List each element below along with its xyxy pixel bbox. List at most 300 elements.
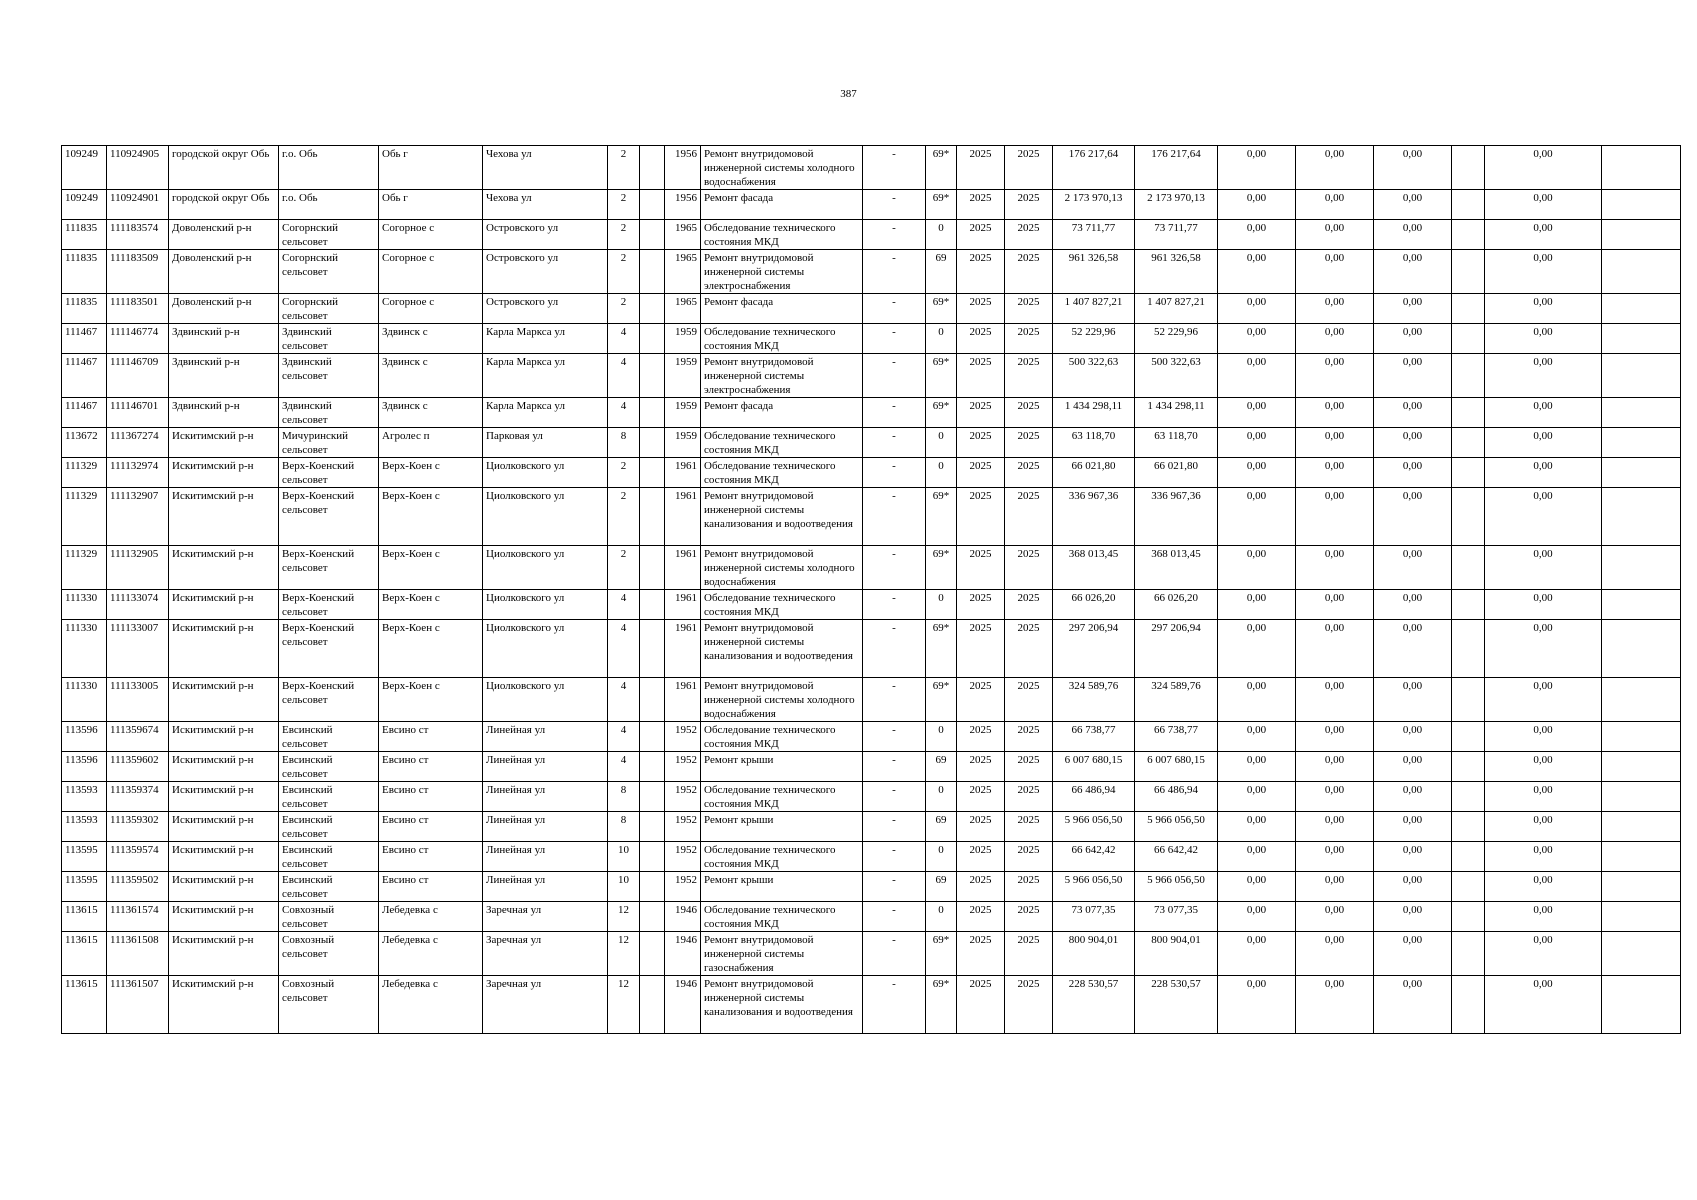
cell-amount-2: 0,00: [1296, 220, 1374, 250]
cell-id: 113615: [62, 932, 107, 976]
cell-end-year: 2025: [1005, 620, 1053, 678]
cell-street: Циолковского ул: [483, 488, 608, 546]
cell-note: [1602, 428, 1681, 458]
cell-dash: -: [863, 428, 926, 458]
cell-note: [1602, 812, 1681, 842]
cell-code: 111146709: [107, 354, 169, 398]
cell-fund-cost: 63 118,70: [1135, 428, 1218, 458]
cell-municipality: Здвинский сельсовет: [279, 398, 379, 428]
cell-amount-2: 0,00: [1296, 620, 1374, 678]
cell-id: 113615: [62, 976, 107, 1034]
cell-amount-2: 0,00: [1296, 976, 1374, 1034]
cell-code: 111361507: [107, 976, 169, 1034]
cell-district: Искитимский р-н: [169, 782, 279, 812]
cell-dash: -: [863, 354, 926, 398]
table-row: [62, 902, 1681, 932]
cell-extra: [640, 546, 665, 590]
cell-amount-4: [1452, 782, 1485, 812]
cell-municipality: Совхозный сельсовет: [279, 902, 379, 932]
cell-year: 1961: [665, 488, 701, 546]
cell-dash: -: [863, 752, 926, 782]
table-row: [62, 294, 1681, 324]
cell-settlement: Евсино ст: [379, 812, 483, 842]
cell-street: Линейная ул: [483, 872, 608, 902]
table-row: [62, 842, 1681, 872]
page-number: 387: [840, 88, 857, 100]
table-row: [62, 546, 1681, 590]
cell-amount-4: [1452, 488, 1485, 546]
cell-total-cost: 5 966 056,50: [1053, 812, 1135, 842]
cell-amount-5: 0,00: [1485, 146, 1602, 190]
cell-district: Искитимский р-н: [169, 932, 279, 976]
cell-work: Ремонт крыши: [701, 812, 863, 842]
cell-amount-4: [1452, 620, 1485, 678]
cell-note: [1602, 678, 1681, 722]
cell-work: Обследование технического состояния МКД: [701, 842, 863, 872]
cell-end-year: 2025: [1005, 872, 1053, 902]
cell-end-year: 2025: [1005, 354, 1053, 398]
cell-district: Искитимский р-н: [169, 722, 279, 752]
cell-amount-1: 0,00: [1218, 932, 1296, 976]
cell-amount-3: 0,00: [1374, 250, 1452, 294]
cell-amount-5: 0,00: [1485, 932, 1602, 976]
cell-house: 8: [608, 812, 640, 842]
cell-house: 4: [608, 752, 640, 782]
table-row: [62, 488, 1681, 546]
cell-end-year: 2025: [1005, 722, 1053, 752]
cell-district: Доволенский р-н: [169, 294, 279, 324]
cell-id: 111330: [62, 620, 107, 678]
cell-house: 4: [608, 398, 640, 428]
table-row: [62, 220, 1681, 250]
cell-amount-4: [1452, 398, 1485, 428]
cell-fund-cost: 1 407 827,21: [1135, 294, 1218, 324]
cell-note: [1602, 190, 1681, 220]
cell-amount-1: 0,00: [1218, 620, 1296, 678]
cell-work: Ремонт крыши: [701, 752, 863, 782]
cell-amount-5: 0,00: [1485, 190, 1602, 220]
cell-code: 111133005: [107, 678, 169, 722]
cell-work: Обследование технического состояния МКД: [701, 458, 863, 488]
cell-amount-4: [1452, 546, 1485, 590]
cell-house: 12: [608, 902, 640, 932]
cell-note: [1602, 354, 1681, 398]
cell-extra: [640, 812, 665, 842]
cell-amount-2: 0,00: [1296, 812, 1374, 842]
table-row: [62, 976, 1681, 1034]
cell-start-year: 2025: [957, 902, 1005, 932]
cell-note: [1602, 620, 1681, 678]
cell-year: 1959: [665, 324, 701, 354]
cell-amount-2: 0,00: [1296, 324, 1374, 354]
cell-work: Обследование технического состояния МКД: [701, 722, 863, 752]
cell-wear: 69: [926, 812, 957, 842]
cell-district: Искитимский р-н: [169, 620, 279, 678]
cell-street: Карла Маркса ул: [483, 324, 608, 354]
cell-amount-1: 0,00: [1218, 678, 1296, 722]
table-row: [62, 398, 1681, 428]
cell-house: 4: [608, 324, 640, 354]
cell-settlement: Обь г: [379, 190, 483, 220]
cell-dash: -: [863, 590, 926, 620]
cell-year: 1961: [665, 458, 701, 488]
cell-total-cost: 73 077,35: [1053, 902, 1135, 932]
cell-municipality: Евсинский сельсовет: [279, 722, 379, 752]
cell-amount-1: 0,00: [1218, 324, 1296, 354]
cell-extra: [640, 872, 665, 902]
cell-id: 113596: [62, 722, 107, 752]
cell-code: 110924901: [107, 190, 169, 220]
cell-street: Чехова ул: [483, 190, 608, 220]
cell-municipality: Совхозный сельсовет: [279, 976, 379, 1034]
cell-wear: 0: [926, 782, 957, 812]
cell-street: Циолковского ул: [483, 458, 608, 488]
cell-work: Ремонт внутридомовой инженерной системы холодного водоснабжения: [701, 146, 863, 190]
cell-year: 1965: [665, 294, 701, 324]
cell-amount-3: 0,00: [1374, 428, 1452, 458]
cell-work: Обследование технического состояния МКД: [701, 324, 863, 354]
cell-total-cost: 228 530,57: [1053, 976, 1135, 1034]
cell-amount-2: 0,00: [1296, 678, 1374, 722]
cell-amount-5: 0,00: [1485, 752, 1602, 782]
cell-work: Ремонт внутридомовой инженерной системы газоснабжения: [701, 932, 863, 976]
cell-code: 111361508: [107, 932, 169, 976]
cell-fund-cost: 1 434 298,11: [1135, 398, 1218, 428]
cell-extra: [640, 398, 665, 428]
cell-year: 1952: [665, 752, 701, 782]
cell-district: Искитимский р-н: [169, 902, 279, 932]
cell-note: [1602, 250, 1681, 294]
cell-settlement: Агролес п: [379, 428, 483, 458]
cell-amount-3: 0,00: [1374, 620, 1452, 678]
cell-note: [1602, 782, 1681, 812]
cell-settlement: Здвинск с: [379, 324, 483, 354]
cell-extra: [640, 976, 665, 1034]
cell-district: Искитимский р-н: [169, 546, 279, 590]
cell-id: 111467: [62, 324, 107, 354]
table-row: [62, 428, 1681, 458]
cell-dash: -: [863, 976, 926, 1034]
cell-district: Искитимский р-н: [169, 812, 279, 842]
cell-municipality: Согорнский сельсовет: [279, 250, 379, 294]
cell-note: [1602, 488, 1681, 546]
cell-wear: 69*: [926, 354, 957, 398]
cell-note: [1602, 294, 1681, 324]
cell-total-cost: 73 711,77: [1053, 220, 1135, 250]
cell-municipality: г.о. Обь: [279, 190, 379, 220]
cell-dash: -: [863, 620, 926, 678]
cell-fund-cost: 297 206,94: [1135, 620, 1218, 678]
cell-end-year: 2025: [1005, 932, 1053, 976]
cell-amount-2: 0,00: [1296, 294, 1374, 324]
cell-total-cost: 961 326,58: [1053, 250, 1135, 294]
cell-extra: [640, 902, 665, 932]
cell-total-cost: 297 206,94: [1053, 620, 1135, 678]
cell-amount-5: 0,00: [1485, 620, 1602, 678]
cell-settlement: Согорное с: [379, 250, 483, 294]
cell-wear: 69*: [926, 976, 957, 1034]
cell-amount-5: 0,00: [1485, 976, 1602, 1034]
cell-district: Искитимский р-н: [169, 872, 279, 902]
cell-year: 1952: [665, 872, 701, 902]
cell-year: 1952: [665, 812, 701, 842]
cell-start-year: 2025: [957, 722, 1005, 752]
cell-start-year: 2025: [957, 932, 1005, 976]
cell-house: 10: [608, 842, 640, 872]
cell-amount-2: 0,00: [1296, 842, 1374, 872]
cell-year: 1959: [665, 354, 701, 398]
cell-amount-3: 0,00: [1374, 190, 1452, 220]
cell-code: 111359502: [107, 872, 169, 902]
table-row: [62, 752, 1681, 782]
cell-municipality: Мичуринский сельсовет: [279, 428, 379, 458]
cell-district: Искитимский р-н: [169, 842, 279, 872]
cell-amount-1: 0,00: [1218, 428, 1296, 458]
cell-street: Циолковского ул: [483, 546, 608, 590]
cell-total-cost: 500 322,63: [1053, 354, 1135, 398]
cell-extra: [640, 294, 665, 324]
cell-amount-4: [1452, 458, 1485, 488]
table-row: [62, 190, 1681, 220]
cell-amount-2: 0,00: [1296, 428, 1374, 458]
cell-fund-cost: 5 966 056,50: [1135, 812, 1218, 842]
cell-fund-cost: 66 642,42: [1135, 842, 1218, 872]
cell-note: [1602, 324, 1681, 354]
cell-dash: -: [863, 546, 926, 590]
cell-note: [1602, 842, 1681, 872]
cell-extra: [640, 752, 665, 782]
cell-dash: -: [863, 146, 926, 190]
cell-year: 1961: [665, 546, 701, 590]
cell-amount-4: [1452, 220, 1485, 250]
cell-year: 1961: [665, 678, 701, 722]
cell-end-year: 2025: [1005, 324, 1053, 354]
cell-fund-cost: 66 486,94: [1135, 782, 1218, 812]
cell-amount-1: 0,00: [1218, 812, 1296, 842]
cell-house: 2: [608, 458, 640, 488]
cell-amount-5: 0,00: [1485, 428, 1602, 458]
cell-year: 1956: [665, 190, 701, 220]
cell-wear: 69*: [926, 146, 957, 190]
cell-end-year: 2025: [1005, 398, 1053, 428]
cell-code: 111146701: [107, 398, 169, 428]
cell-wear: 69*: [926, 932, 957, 976]
cell-work: Ремонт фасада: [701, 294, 863, 324]
cell-work: Ремонт внутридомовой инженерной системы канализования и водоотведения: [701, 488, 863, 546]
cell-fund-cost: 800 904,01: [1135, 932, 1218, 976]
cell-settlement: Евсино ст: [379, 752, 483, 782]
cell-total-cost: 368 013,45: [1053, 546, 1135, 590]
cell-amount-2: 0,00: [1296, 932, 1374, 976]
cell-amount-1: 0,00: [1218, 398, 1296, 428]
cell-id: 111835: [62, 220, 107, 250]
cell-total-cost: 1 434 298,11: [1053, 398, 1135, 428]
cell-amount-3: 0,00: [1374, 842, 1452, 872]
cell-note: [1602, 398, 1681, 428]
cell-id: 111467: [62, 354, 107, 398]
cell-amount-4: [1452, 752, 1485, 782]
cell-amount-3: 0,00: [1374, 324, 1452, 354]
cell-amount-4: [1452, 250, 1485, 294]
cell-id: 111329: [62, 546, 107, 590]
cell-settlement: Верх-Коен с: [379, 546, 483, 590]
cell-amount-2: 0,00: [1296, 458, 1374, 488]
cell-fund-cost: 5 966 056,50: [1135, 872, 1218, 902]
cell-total-cost: 800 904,01: [1053, 932, 1135, 976]
cell-work: Обследование технического состояния МКД: [701, 590, 863, 620]
cell-municipality: Верх-Коенский сельсовет: [279, 678, 379, 722]
cell-wear: 0: [926, 428, 957, 458]
cell-municipality: Евсинский сельсовет: [279, 782, 379, 812]
cell-amount-4: [1452, 354, 1485, 398]
cell-settlement: Евсино ст: [379, 872, 483, 902]
cell-amount-2: 0,00: [1296, 590, 1374, 620]
cell-extra: [640, 842, 665, 872]
cell-municipality: Евсинский сельсовет: [279, 872, 379, 902]
table-row: [62, 324, 1681, 354]
cell-house: 10: [608, 872, 640, 902]
cell-code: 110924905: [107, 146, 169, 190]
cell-code: 111146774: [107, 324, 169, 354]
cell-id: 113596: [62, 752, 107, 782]
cell-settlement: Здвинск с: [379, 398, 483, 428]
cell-amount-4: [1452, 842, 1485, 872]
cell-amount-5: 0,00: [1485, 678, 1602, 722]
cell-dash: -: [863, 294, 926, 324]
cell-fund-cost: 66 026,20: [1135, 590, 1218, 620]
cell-settlement: Евсино ст: [379, 722, 483, 752]
cell-amount-4: [1452, 428, 1485, 458]
cell-amount-1: 0,00: [1218, 782, 1296, 812]
cell-fund-cost: 228 530,57: [1135, 976, 1218, 1034]
cell-code: 111367274: [107, 428, 169, 458]
cell-start-year: 2025: [957, 250, 1005, 294]
cell-settlement: Лебедевка с: [379, 932, 483, 976]
cell-start-year: 2025: [957, 428, 1005, 458]
cell-id: 111835: [62, 294, 107, 324]
cell-dash: -: [863, 872, 926, 902]
cell-work: Ремонт крыши: [701, 872, 863, 902]
cell-start-year: 2025: [957, 872, 1005, 902]
cell-amount-1: 0,00: [1218, 294, 1296, 324]
cell-work: Ремонт внутридомовой инженерной системы канализования и водоотведения: [701, 976, 863, 1034]
cell-extra: [640, 190, 665, 220]
cell-street: Заречная ул: [483, 902, 608, 932]
cell-settlement: Лебедевка с: [379, 902, 483, 932]
cell-note: [1602, 722, 1681, 752]
cell-total-cost: 66 026,20: [1053, 590, 1135, 620]
cell-amount-5: 0,00: [1485, 354, 1602, 398]
cell-code: 111359302: [107, 812, 169, 842]
cell-end-year: 2025: [1005, 546, 1053, 590]
cell-note: [1602, 932, 1681, 976]
cell-start-year: 2025: [957, 488, 1005, 546]
cell-district: Доволенский р-н: [169, 220, 279, 250]
cell-wear: 69: [926, 872, 957, 902]
cell-amount-1: 0,00: [1218, 902, 1296, 932]
cell-id: 111467: [62, 398, 107, 428]
cell-dash: -: [863, 488, 926, 546]
cell-amount-4: [1452, 932, 1485, 976]
cell-street: Парковая ул: [483, 428, 608, 458]
cell-district: Искитимский р-н: [169, 458, 279, 488]
table-row: [62, 932, 1681, 976]
cell-amount-2: 0,00: [1296, 398, 1374, 428]
cell-total-cost: 336 967,36: [1053, 488, 1135, 546]
cell-start-year: 2025: [957, 146, 1005, 190]
cell-street: Карла Маркса ул: [483, 398, 608, 428]
cell-start-year: 2025: [957, 812, 1005, 842]
cell-end-year: 2025: [1005, 220, 1053, 250]
cell-end-year: 2025: [1005, 902, 1053, 932]
cell-amount-5: 0,00: [1485, 488, 1602, 546]
cell-amount-2: 0,00: [1296, 250, 1374, 294]
cell-settlement: Здвинск с: [379, 354, 483, 398]
cell-end-year: 2025: [1005, 842, 1053, 872]
cell-note: [1602, 872, 1681, 902]
cell-work: Обследование технического состояния МКД: [701, 782, 863, 812]
cell-fund-cost: 66 021,80: [1135, 458, 1218, 488]
table-row: [62, 590, 1681, 620]
cell-id: 109249: [62, 190, 107, 220]
cell-year: 1961: [665, 590, 701, 620]
cell-street: Карла Маркса ул: [483, 354, 608, 398]
cell-total-cost: 63 118,70: [1053, 428, 1135, 458]
cell-house: 4: [608, 354, 640, 398]
cell-amount-2: 0,00: [1296, 722, 1374, 752]
cell-street: Линейная ул: [483, 782, 608, 812]
cell-end-year: 2025: [1005, 976, 1053, 1034]
cell-start-year: 2025: [957, 398, 1005, 428]
cell-amount-4: [1452, 590, 1485, 620]
cell-extra: [640, 354, 665, 398]
cell-amount-3: 0,00: [1374, 590, 1452, 620]
cell-amount-1: 0,00: [1218, 546, 1296, 590]
cell-amount-1: 0,00: [1218, 250, 1296, 294]
cell-id: 111330: [62, 678, 107, 722]
cell-house: 12: [608, 932, 640, 976]
cell-total-cost: 324 589,76: [1053, 678, 1135, 722]
cell-amount-2: 0,00: [1296, 488, 1374, 546]
cell-house: 2: [608, 488, 640, 546]
cell-end-year: 2025: [1005, 294, 1053, 324]
cell-wear: 0: [926, 902, 957, 932]
cell-year: 1961: [665, 620, 701, 678]
cell-code: 111361574: [107, 902, 169, 932]
cell-work: Ремонт внутридомовой инженерной системы электроснабжения: [701, 354, 863, 398]
cell-start-year: 2025: [957, 354, 1005, 398]
cell-settlement: Верх-Коен с: [379, 620, 483, 678]
cell-amount-3: 0,00: [1374, 398, 1452, 428]
cell-year: 1965: [665, 250, 701, 294]
cell-amount-4: [1452, 722, 1485, 752]
cell-end-year: 2025: [1005, 250, 1053, 294]
cell-year: 1952: [665, 842, 701, 872]
cell-amount-1: 0,00: [1218, 872, 1296, 902]
cell-amount-5: 0,00: [1485, 220, 1602, 250]
cell-wear: 69*: [926, 678, 957, 722]
cell-fund-cost: 73 711,77: [1135, 220, 1218, 250]
cell-amount-1: 0,00: [1218, 722, 1296, 752]
cell-start-year: 2025: [957, 220, 1005, 250]
cell-municipality: Евсинский сельсовет: [279, 842, 379, 872]
cell-amount-5: 0,00: [1485, 842, 1602, 872]
cell-id: 113672: [62, 428, 107, 458]
cell-amount-5: 0,00: [1485, 812, 1602, 842]
cell-code: 111359674: [107, 722, 169, 752]
cell-year: 1959: [665, 398, 701, 428]
cell-extra: [640, 722, 665, 752]
